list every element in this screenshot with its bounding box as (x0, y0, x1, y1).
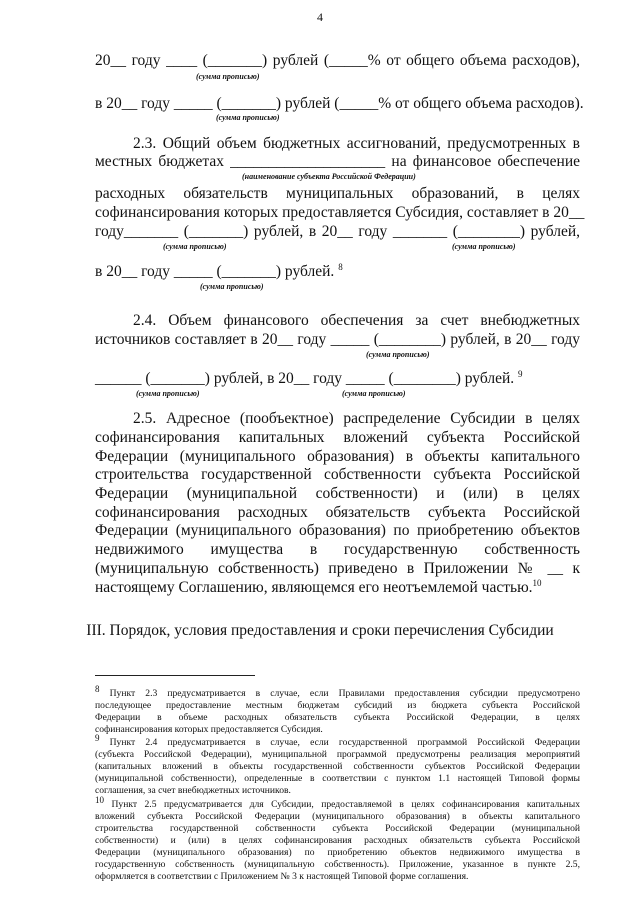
footnote-8-line-3: Федерации в объеме расходных обязательств субъекта Российской Федерации, в целях (95, 712, 580, 723)
caption-amount-words-7: (сумма прописью) (136, 389, 200, 398)
para-2-4-line-3: ______ (_______) рублей, в 20__ году _____ (________) рублей. $^9$ (95, 368, 523, 387)
footnote-10-line-1: $^{10}$ Пункт 2.5 предусматривается для Субсидии, предоставляемой в целях софинансирования капитальных (95, 794, 580, 810)
caption-amount-words-5: (сумма прописью) (200, 282, 264, 291)
para-2-4-line-1: 2.4. Объем финансового обеспечения за счет внебюджетных (133, 312, 580, 329)
footnote-9-line-5: соглашения, за счет внебюджетных источников. (95, 785, 291, 796)
caption-amount-words-2: (сумма прописью) (216, 113, 280, 122)
footnote-10-line-3: строительства государственной собственности субъекта Российской Федерации (муниципальной (95, 823, 580, 834)
footnote-9-line-3: (капитальных вложений в объекты государственной собственности субъектов Российской Федерации (95, 761, 580, 772)
caption-amount-words-1: (сумма прописью) (196, 72, 260, 81)
para-2-3-line-1: 2.3. Общий объем бюджетных ассигнований, предусмотренных в (133, 135, 580, 152)
footnote-ref-10: 10 (532, 577, 542, 588)
caption-amount-words-8: (сумма прописью) (342, 389, 406, 398)
para-2-3-line-2: местных бюджетах ____________________ на финансовое обеспечение (95, 153, 580, 170)
para-2-5-line-2: софинансирования капитальных вложений субъекта Российской (95, 429, 580, 446)
footnote-10-line-2: вложений субъекта Российской Федерации (муниципального образования) в объекты капитального (95, 811, 580, 822)
footnote-9-line-4: (муниципальной собственности), определенные в соответствии с пунктом 1.1 настоящей Типовой формы (95, 773, 580, 784)
footnote-10-line-5: Федерации (муниципального образования) по приобретению объектов недвижимого имущества в (95, 847, 580, 858)
para-2-3-line-3: расходных обязательств муниципальных образований, в целях (95, 185, 580, 202)
footnote-9-line-2: (субъекта Российской Федерации), муниципальной программой предусмотрены реализация мероприятий (95, 749, 580, 760)
para-2-5-line-9: (муниципальную собственность) приведено в Приложении № __ к (95, 560, 580, 577)
para-2-3-line-5: году_______ (_______) рублей, в 20__ году _______ (________) рублей, (95, 223, 580, 240)
caption-amount-words-4: (сумма прописью) (452, 242, 516, 251)
para-2-3-line-4: софинансирования которых предоставляется Субсидия, составляет в 20__ (95, 204, 585, 221)
para-2-5-line-1: 2.5. Адресное (пообъектное) распределение Субсидии в целях (133, 410, 580, 427)
funding-line-2: в 20__ году _____ (_______) рублей (_____% от общего объема расходов). (95, 95, 584, 112)
footnote-8-line-1: $^8$ Пункт 2.3 предусматривается в случае, если Правилами предоставления субсидии предусмотрено (95, 683, 580, 699)
funding-line-1: 20__ году ____ (_______) рублей (_____% от общего объема расходов), (95, 52, 580, 69)
para-2-5-line-7: Федерации (муниципального образования) по приобретению объектов (95, 522, 580, 539)
footnote-8-line-2: последующее предоставление местным бюджетам субсидий из бюджета субъекта Российской (95, 700, 580, 711)
footnote-separator (95, 675, 255, 676)
para-2-4-line-2: источников составляет в 20__ году _____ (________) рублей, в 20__ году (95, 331, 580, 348)
caption-amount-words-3: (сумма прописью) (163, 242, 227, 251)
page-number: 4 (317, 10, 323, 24)
footnote-10-line-7: оформляется в соответствии с Приложением № 3 к настоящей Типовой форме соглашения. (95, 871, 469, 882)
para-2-5-line-4: строительства государственной собственности субъекта Российской (95, 466, 580, 483)
para-2-5-line-8: недвижимого имущества в государственную собственность (95, 541, 580, 558)
footnote-10-line-4: собственности) и (или) в целях софинансирования расходных обязательств субъекта Российской (95, 835, 580, 846)
footnote-ref-9: 9 (518, 368, 523, 379)
footnote-9-line-1: $^9$ Пункт 2.4 предусматривается в случае, если государственной программой Российской Федерации (95, 732, 580, 748)
para-2-5-line-5: Федерации (муниципальной собственности) и (или) в целях (95, 485, 580, 502)
section-heading: III. Порядок, условия предоставления и сроки перечисления Субсидии (86, 622, 554, 639)
para-2-3-line-6: в 20__ году _____ (_______) рублей. $^8$ (95, 261, 343, 280)
footnote-8-line-4: софинансирования которых предоставляется Субсидия. (95, 724, 323, 735)
para-2-5-line-3: Федерации (муниципального образования) в объекты капитального (95, 448, 580, 465)
caption-amount-words-6: (сумма прописью) (366, 350, 430, 359)
para-2-5-line-10: настоящему Соглашению, являющемся его неотъемлемой частью.$^{10}$ (95, 577, 542, 596)
footnote-ref-8: 8 (338, 261, 343, 272)
para-2-5-line-6: софинансирования расходных обязательств субъекта Российской (95, 504, 580, 521)
caption-subject-name: (наименование субъекта Российской Федерации) (242, 172, 416, 181)
footnote-10-line-6: государственную собственность (муниципальную собственность). Приложение, указанное в пункте 2.5, (95, 859, 580, 870)
